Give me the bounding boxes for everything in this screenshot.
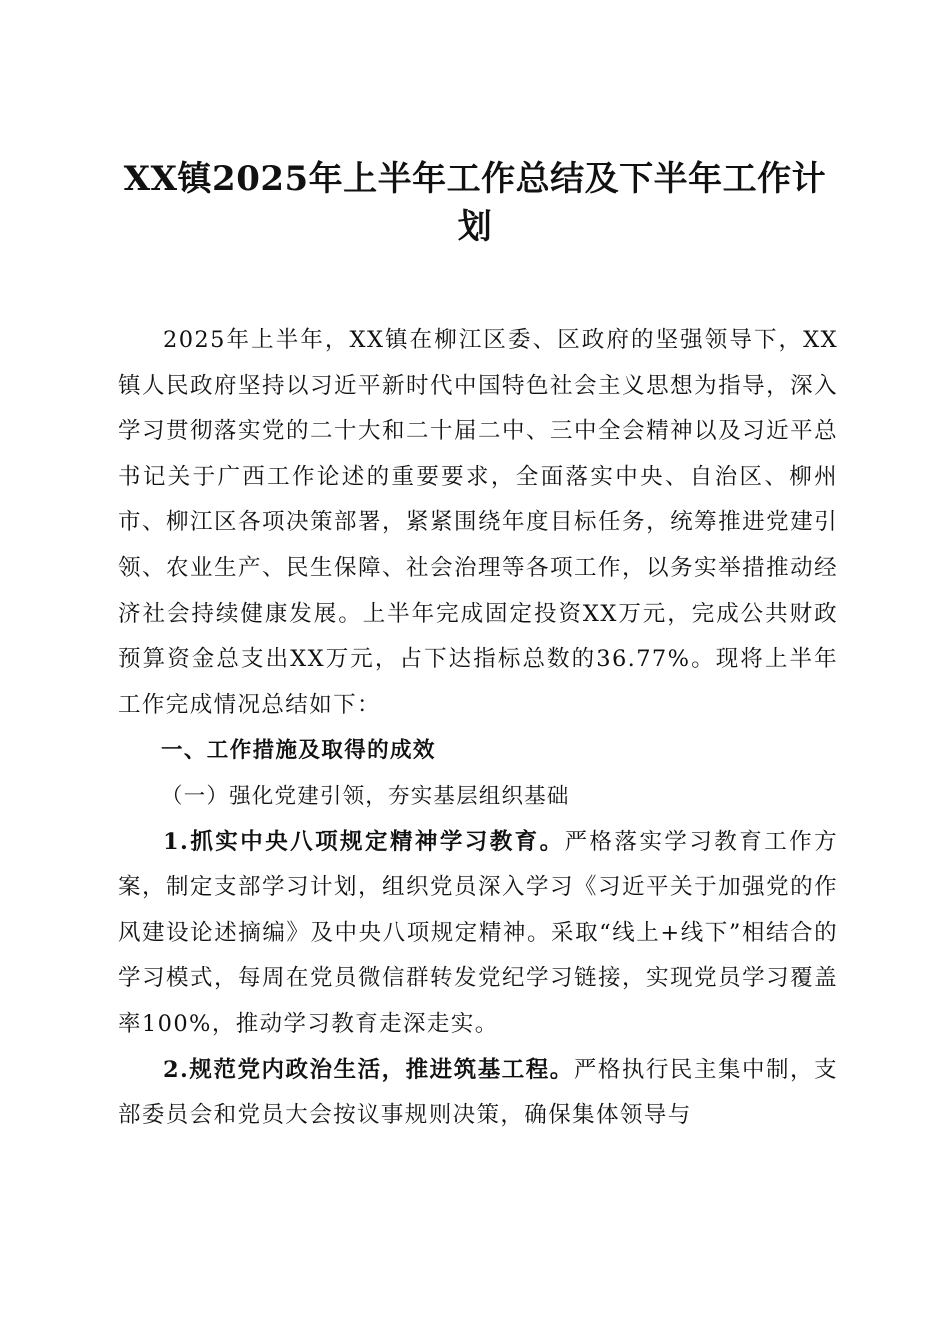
- subsection-heading-1: （一）强化党建引领，夯实基层组织基础: [161, 783, 570, 809]
- item-1-lead: 1.抓实中央八项规定精神学习教育。: [163, 828, 565, 855]
- item-2-body: 严格执行民主集中制，支部委员会和党员大会按议事规则决策，确保集体领导与: [118, 1056, 838, 1129]
- section-heading-1: 一、工作措施及取得的成效: [161, 738, 436, 764]
- item-1-body: 严格落实学习教育工作方案，制定支部学习计划，组织党员深入学习《习近平关于加强党的作风建设论述摘编》及中央八项规定精神。采取“线上+线下”相结合的学习模式，每周在党员微信群转发党纪学习链接，实现党员学习覆盖率100%，推动学习教育走深走实。: [118, 828, 838, 1037]
- item-2-lead: 2.规范党内政治生活，推进筑基工程。: [163, 1056, 574, 1083]
- document-body: [118, 318, 838, 1139]
- intro-paragraph: 2025年上半年，XX镇在柳江区委、区政府的坚强领导下，XX镇人民政府坚持以习近平新时代中国特色社会主义思想为指导，深入学习贯彻落实党的二十大和二十届二中、三中全会精神以及习近平总书记关于广西工作论述的重要要求，全面落实中央、自治区、柳州市、柳江区各项决策部署，紧紧围绕年度目标任务，统筹推进党建引领、农业生产、民生保障、社会治理等各项工作，以务实举措推动经济社会持续健康发展。上半年完成固定投资XX万元，完成公共财政预算资金总支出XX万元，占下达指标总数的36.77%。现将上半年工作完成情况总结如下：: [118, 327, 838, 718]
- item-paragraph-2: [118, 1048, 838, 1139]
- item-paragraph-1: [118, 820, 838, 1048]
- document-title: XX镇2025年上半年工作总结及下半年工作计划: [123, 159, 827, 247]
